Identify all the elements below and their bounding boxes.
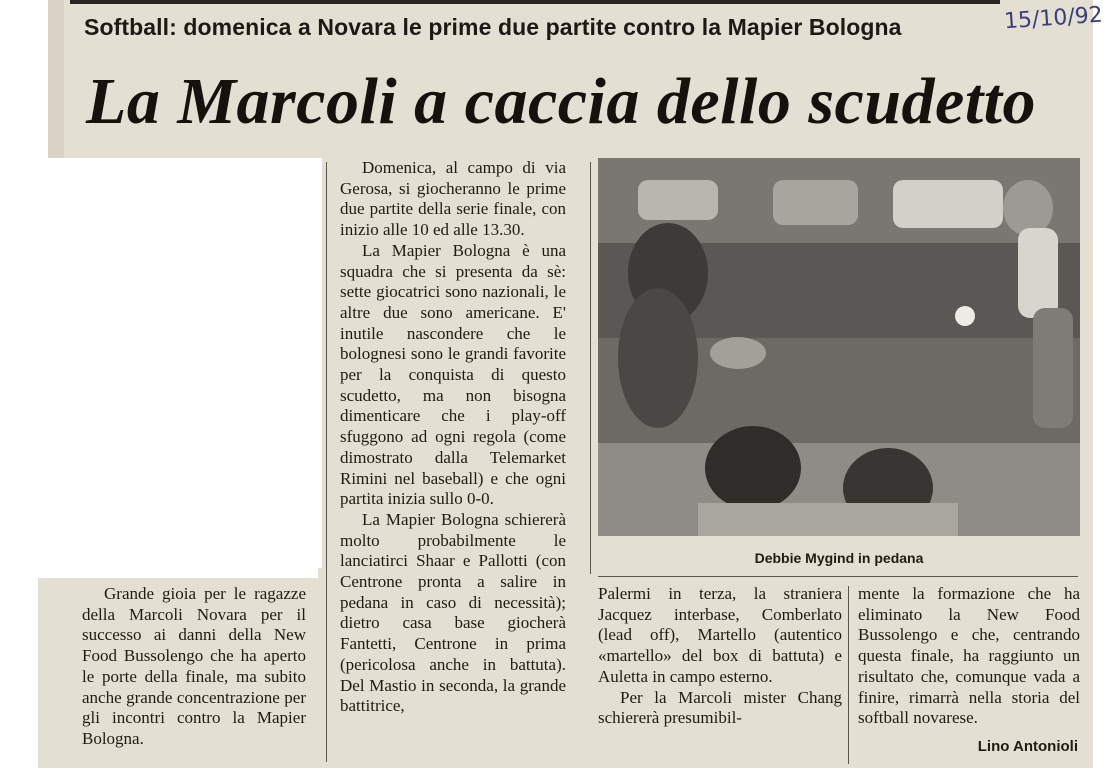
section-divider [598, 576, 1078, 577]
column-divider [848, 586, 849, 764]
clipping-edge-strip [48, 0, 64, 158]
author-byline: Lino Antonioli [977, 738, 1078, 755]
column-divider [326, 162, 327, 762]
softball-photo [598, 158, 1080, 536]
column-divider [590, 162, 591, 574]
cut-out-blank-area [22, 158, 322, 568]
text-column-middle [340, 158, 566, 717]
paragraph: Domenica, al campo di via Gerosa, si giocheranno le prime due partite della serie finale, con inizio alle 10 ed alle 13.30. [340, 158, 566, 240]
paragraph: La Mapier Bologna schiererà molto probabilmente le lanciatirci Shaar e Pallotti (con Centrone pronta a salire in pedana in caso di necessità); dietro casa base giocherà Fantetti, Centrone in prima (pericolosa anche in battuta). Del Mastio in seconda, la grande battitrice, [340, 509, 566, 716]
paragraph: Palermi in terza, la straniera Jacquez interbase, Comberlato (lead off), Martello (autentico «martello» del box di battuta) e Auletta in campo esterno. [598, 584, 842, 686]
article-subhead: Softball: domenica a Novara le prime due partite contro la Mapier Bologna [84, 14, 902, 40]
paragraph: La Mapier Bologna è una squadra che si presenta da sè: sette giocatrici sono nazionali, le altre due sono americane. E' inutile nascondere che le bolognesi sono le grandi favorite per la conquista di questo scudetto, ma non bisogna dimenticare che i play-off sfuggono ad ogni regola (come dimostrato dalla Telemarket Rimini nel baseball) e che ogni partita inizia sullo 0-0. [340, 240, 566, 509]
text-column-right-2 [858, 584, 1080, 729]
article-headline: La Marcoli a caccia dello scudetto [86, 65, 1036, 138]
photo-caption: Debbie Mygind in pedana [754, 550, 924, 566]
paragraph: Grande gioia per le ragazze della Marcoli Novara per il successo ai danni della New Food Bussolengo che ha aperto le porte della finale, ma subito anche grande concentrazione per gli incontri contro la Mapier Bologna. [82, 584, 306, 748]
text-column-right-1 [598, 584, 842, 729]
top-rule [70, 0, 1000, 4]
paragraph: mente la formazione che ha eliminato la New Food Bussolengo e che, centrando questa finale, ha raggiunto un risultato che, comunque vada a finire, rimarrà nella storia del softball novarese. [858, 584, 1080, 728]
text-column-left [82, 584, 306, 750]
paragraph: Per la Marcoli mister Chang schiererà presumibil- [598, 687, 842, 728]
handwritten-date: 15/10/92 [1003, 2, 1104, 35]
